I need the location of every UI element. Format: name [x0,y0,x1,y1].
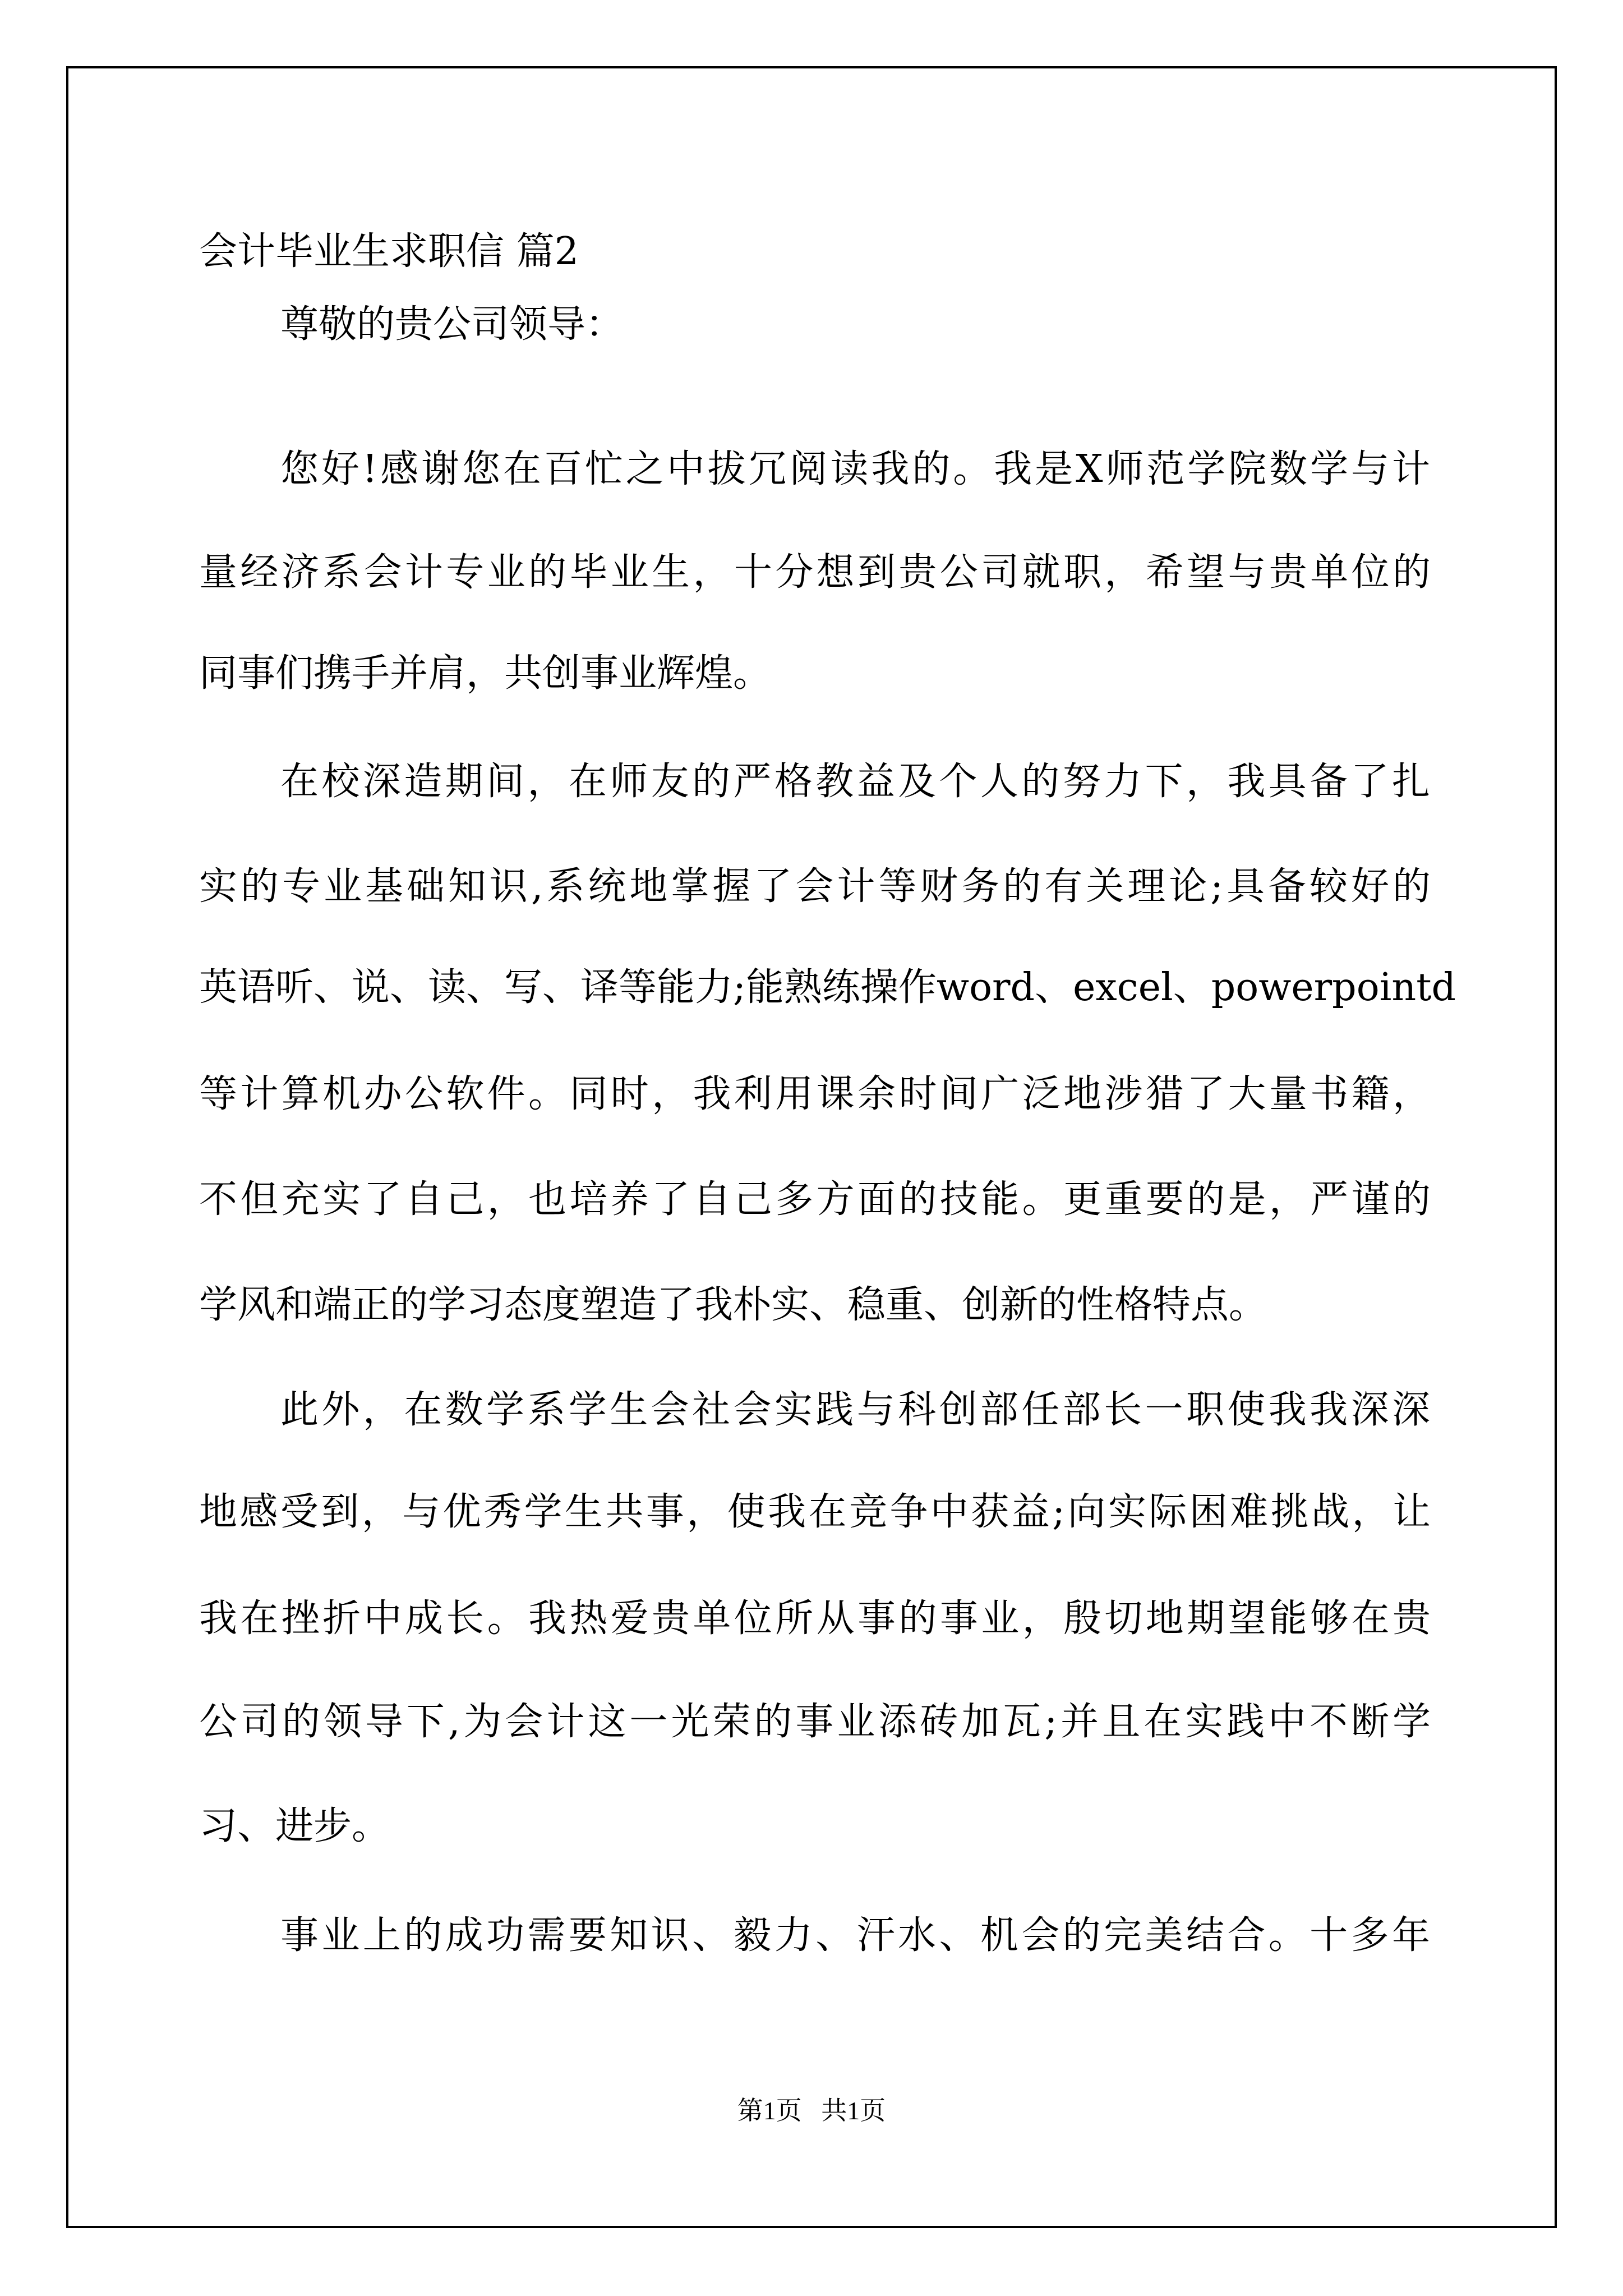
salutation: 尊敬的贵公司领导： [280,302,624,347]
body-line: 此外，在数学系学生会社会实践与科创部任部长一职使我我深深 [280,1388,1430,1432]
body-line: 学风和端正的学习态度塑造了我朴实、稳重、创新的性格特点。 [199,1283,1267,1327]
body-line: 等计算机办公软件。同时，我利用课余时间广泛地涉猎了大量书籍， [199,1072,1431,1116]
document-title: 会计毕业生求职信 篇2 [199,229,579,274]
page-border [66,66,1557,2228]
body-line: 习、进步。 [199,1804,390,1848]
body-line: 不但充实了自己，也培养了自己多方面的技能。更重要的是，严谨的 [199,1177,1431,1222]
body-line: 同事们携手并肩，共创事业辉煌。 [199,651,772,696]
body-line: 您好!感谢您在百忙之中拔冗阅读我的。我是X师范学院数学与计 [280,447,1430,491]
body-line: 公司的领导下,为会计这一光荣的事业添砖加瓦;并且在实践中不断学 [199,1700,1431,1744]
body-line: 事业上的成功需要知识、毅力、汗水、机会的完美结合。十多年 [280,1913,1430,1958]
body-line: 实的专业基础知识,系统地掌握了会计等财务的有关理论;具备较好的 [199,864,1431,909]
body-line: 地感受到，与优秀学生共事，使我在竞争中获益;向实际困难挑战，让 [199,1490,1431,1534]
page-number-footer: 第1页 共1页 [737,2096,886,2125]
body-line: 我在挫折中成长。我热爱贵单位所从事的事业，殷切地期望能够在贵 [199,1596,1431,1641]
body-line: 在校深造期间，在师友的严格教益及个人的努力下，我具备了扎 [280,760,1430,804]
body-line: 英语听、说、读、写、译等能力;能熟练操作word、excel、powerpointd [199,965,1456,1010]
body-line: 量经济系会计专业的毕业生，十分想到贵公司就职，希望与贵单位的 [199,550,1431,595]
